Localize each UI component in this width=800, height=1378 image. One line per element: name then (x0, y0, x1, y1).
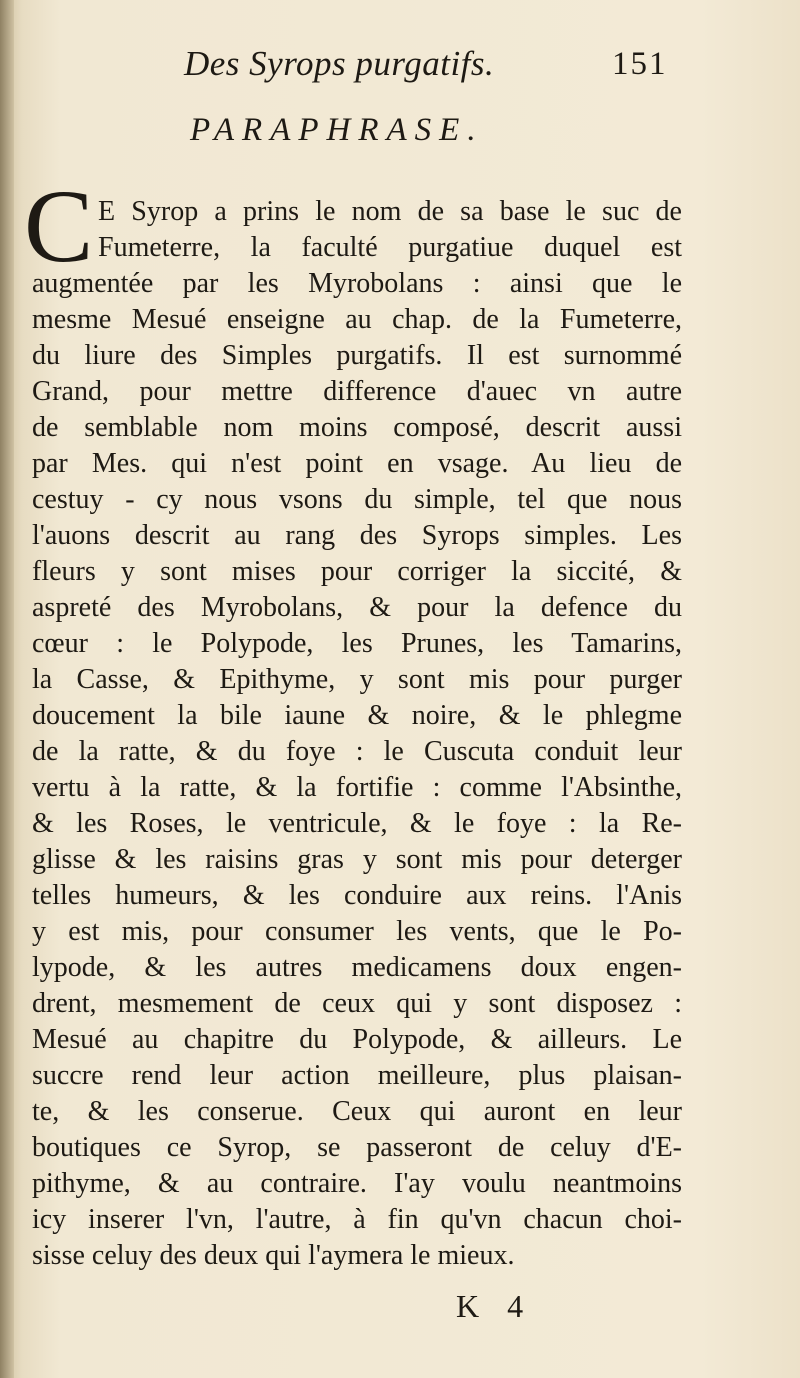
page-number: 151 (612, 46, 668, 82)
text-line: vertu à la ratte, & la fortifie : comme l'Absinthe, (32, 772, 682, 803)
text-line: du liure des Simples purgatifs. Il est surnommé (32, 340, 682, 371)
text-line: cœur : le Polypode, les Prunes, les Tamarins, (32, 628, 682, 659)
text-line: Mesué au chapitre du Polypode, & ailleurs. Le (32, 1024, 682, 1055)
text-line: & les Roses, le ventricule, & le foye : la Re- (32, 808, 682, 839)
signature-mark: K 4 (456, 1288, 534, 1324)
text-line: pithyme, & au contraire. I'ay voulu neantmoins (32, 1168, 682, 1199)
text-line: boutiques ce Syrop, se passeront de celuy d'E- (32, 1132, 682, 1163)
text-line: Fumeterre, la faculté purgatiue duquel est (98, 232, 682, 263)
text-line: la Casse, & Epithyme, y sont mis pour purger (32, 664, 682, 695)
running-header-title: Des Syrops purgatifs. (184, 44, 495, 83)
text-line: glisse & les raisins gras y sont mis pour deterger (32, 844, 682, 875)
text-line: aspreté des Myrobolans, & pour la defence du (32, 592, 682, 623)
text-line: l'auons descrit au rang des Syrops simples. Les (32, 520, 682, 551)
text-line: Grand, pour mettre difference d'auec vn autre (32, 376, 682, 407)
text-line: drent, mesmement de ceux qui y sont disposez : (32, 988, 682, 1019)
text-line: mesme Mesué enseigne au chap. de la Fumeterre, (32, 304, 682, 335)
binding-gutter (0, 0, 14, 1378)
section-title: PARAPHRASE. (190, 112, 484, 148)
text-line: par Mes. qui n'est point en vsage. Au lieu de (32, 448, 682, 479)
text-line: te, & les conserue. Ceux qui auront en leur (32, 1096, 682, 1127)
text-line: y est mis, pour consumer les vents, que le Po- (32, 916, 682, 947)
text-line: de semblable nom moins composé, descrit aussi (32, 412, 682, 443)
text-line: de la ratte, & du foye : le Cuscuta conduit leur (32, 736, 682, 767)
text-line: icy inserer l'vn, l'autre, à fin qu'vn chacun choi- (32, 1204, 682, 1235)
text-line: doucement la bile iaune & noire, & le phlegme (32, 700, 682, 731)
text-line: telles humeurs, & les conduire aux reins. l'Anis (32, 880, 682, 911)
drop-cap: C (24, 169, 94, 284)
text-line: sisse celuy des deux qui l'aymera le mieux. (32, 1240, 515, 1271)
text-line: augmentée par les Myrobolans : ainsi que le (32, 268, 682, 299)
text-line: E Syrop a prins le nom de sa base le suc de (98, 196, 682, 227)
text-line: cestuy - cy nous vsons du simple, tel que nous (32, 484, 682, 515)
text-line: fleurs y sont mises pour corriger la siccité, & (32, 556, 682, 587)
text-line: lypode, & les autres medicamens doux engen- (32, 952, 682, 983)
text-line: succre rend leur action meilleure, plus plaisan- (32, 1060, 682, 1091)
